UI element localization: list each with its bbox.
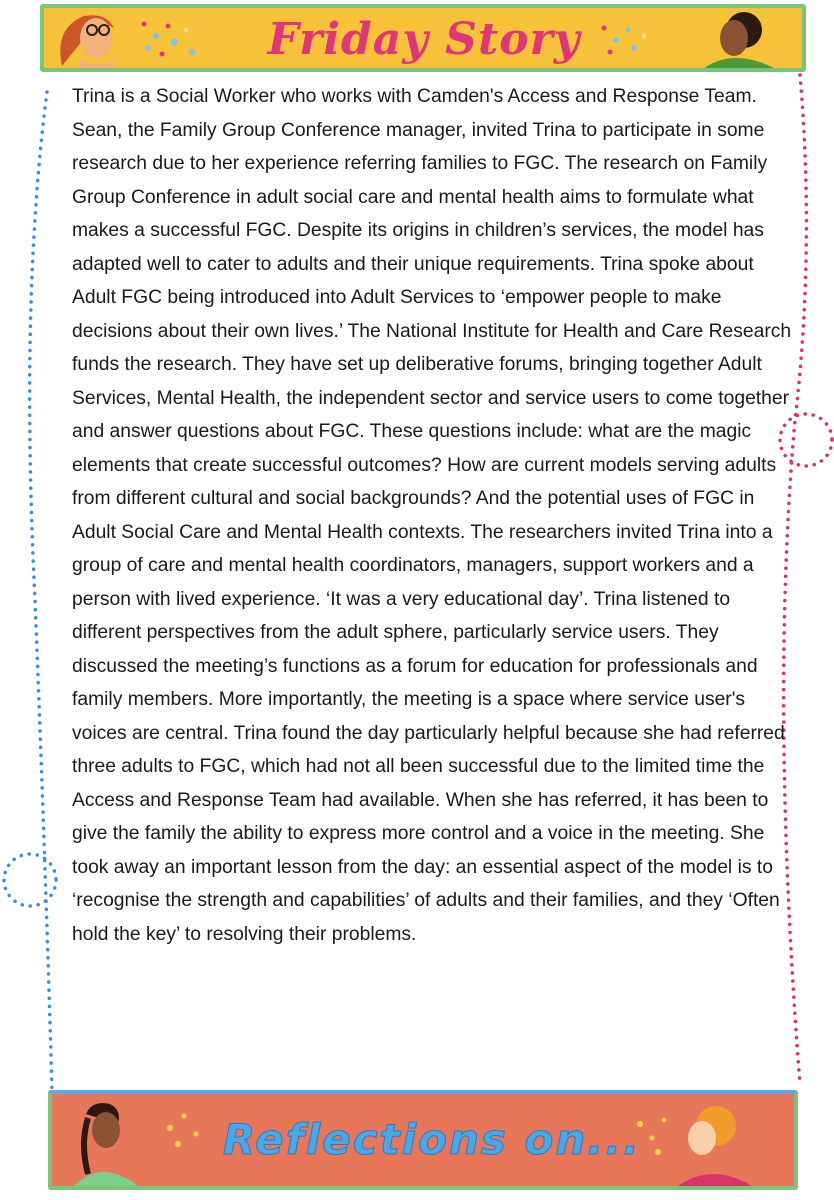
woman-curly-hair-icon [704, 12, 774, 68]
confetti-left-icon [142, 22, 196, 57]
left-dotted-border [30, 92, 52, 1090]
woman-with-braid-icon [74, 1103, 138, 1186]
woman-orange-hair-icon [678, 1106, 752, 1186]
left-dotted-loop [4, 854, 56, 906]
page-title: Friday Story [267, 14, 581, 65]
footer-banner [48, 1090, 798, 1190]
header-banner [40, 4, 806, 72]
woman-with-glasses-icon [60, 15, 114, 68]
sparkles-left-icon [167, 1114, 199, 1148]
article-paragraph: Trina is a Social Worker who works with Camden's Access and Response Team. Sean, the Family Group Conference manager, invited Trina to participate in some research due to her experience referring families to FGC. The research on Family Group Conference in adult social care and mental health aims to formulate what makes a successful FGC. Despite its origins in children’s services, the model has adapted well to cater to adults and their unique requirements. Trina spoke about Adult FGC being introduced into Adult Services to ‘empower people to make decisions about their own lives.’ The National Institute for Health and Care Research funds the research. They have set up deliberative forums, bringing together Adult Services, Mental Health, the independent sector and service users to come together and answer questions about FGC. These questions include: what are the magic elements that create successful outcomes? How are current models serving adults from different cultural and social backgrounds? And the potential uses of FGC in Adult Social Care and Mental Health contexts. The researchers invited Trina into a group of care and mental health coordinators, managers, support workers and a person with lived experience. ‘It was a very educational day’. Trina listened to different perspectives from the adult sphere, particularly service users. They discussed the meeting’s functions as a forum for education for professionals and family members. More importantly, the meeting is a space where service user's voices are central. Trina found the day particularly helpful because she had referred three adults to FGC, which had not all been successful due to the limited time the Access and Response Team had available. When she has referred, it has been to give the family the ability to express more control and a voice in the meeting. She took away an important lesson from the day: an essential aspect of the model is to ‘recognise the strength and capabilities’ of adults and their families, and they ‘Often hold the key’ to resolving their problems. [72, 86, 792, 945]
footer-title: Reflections on... [222, 1115, 642, 1164]
article-body [72, 80, 792, 951]
